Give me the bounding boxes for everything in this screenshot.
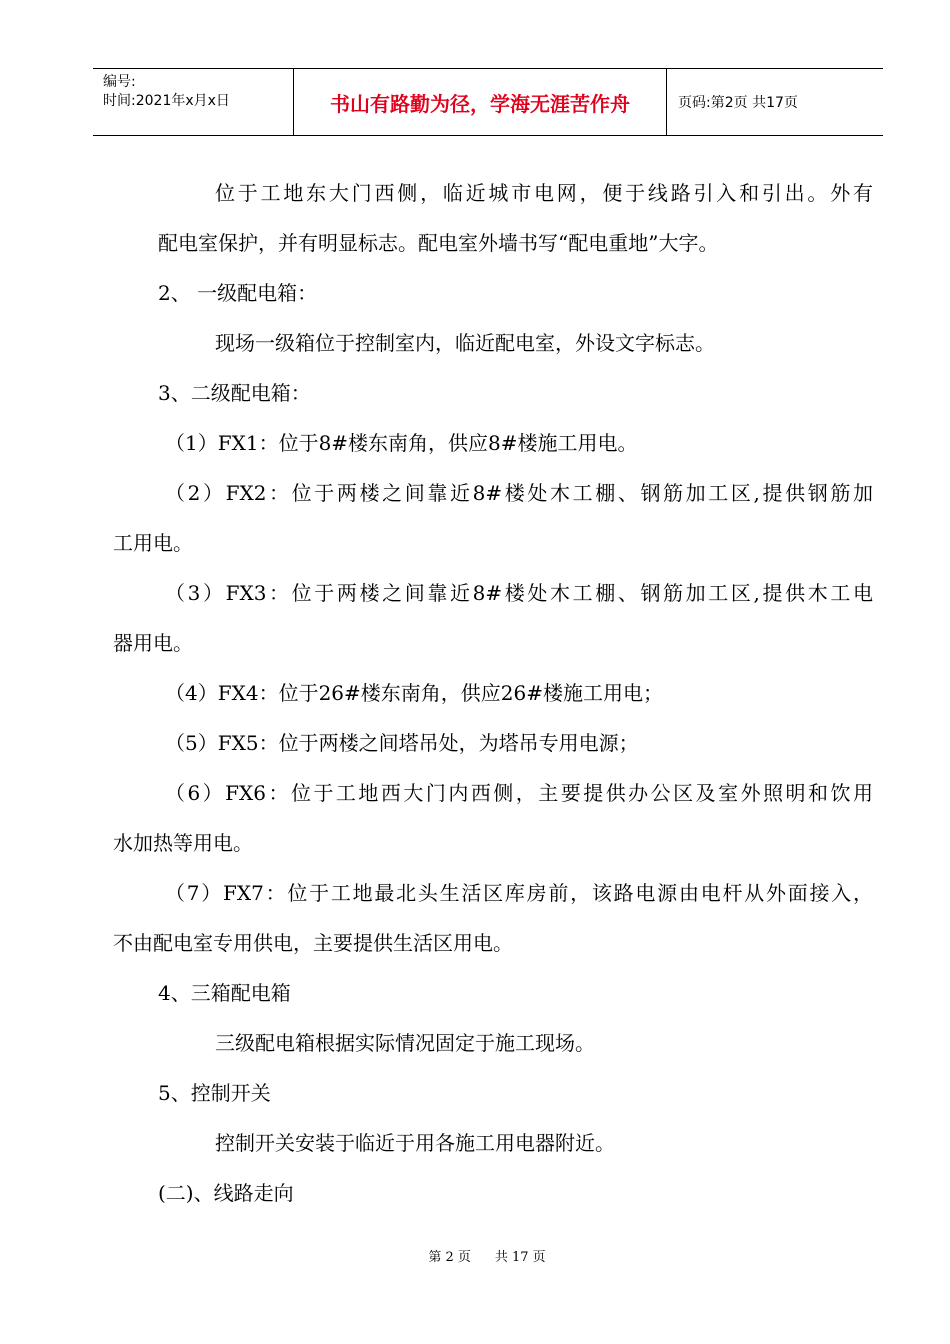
paragraph: （7）FX7：位于工地最北头生活区库房前，该路电源由电杆从外面接入， (165, 881, 873, 905)
paragraph: （1）FX1：位于8#楼东南角，供应8#楼施工用电。 (165, 431, 638, 455)
paragraph: 现场一级箱位于控制室内，临近配电室，外设文字标志。 (215, 331, 715, 355)
paragraph: 4、三箱配电箱 (158, 981, 291, 1005)
header-page-number: 页码:第2页 共17页 (678, 95, 798, 111)
paragraph: 不由配电室专用供电，主要提供生活区用电。 (113, 931, 513, 955)
paragraph: 水加热等用电。 (113, 831, 253, 855)
document-time: 时间:2021年x月x日 (103, 93, 230, 109)
paragraph: （2）FX2：位于两楼之间靠近8#楼处木工棚、钢筋加工区,提供钢筋加 (165, 481, 873, 505)
paragraph: 器用电。 (113, 631, 193, 655)
document-number: 编号: (103, 74, 136, 90)
paragraph: 控制开关安装于临近于用各施工用电器附近。 (215, 1131, 615, 1155)
paragraph: 工用电。 (113, 531, 193, 555)
page-header (93, 68, 883, 136)
paragraph: （6）FX6：位于工地西大门内西侧，主要提供办公区及室外照明和饮用 (165, 781, 873, 805)
footer-page: 第 2 页 (428, 1250, 471, 1265)
page-footer (0, 1246, 950, 1265)
paragraph: （5）FX5：位于两楼之间塔吊处，为塔吊专用电源； (165, 731, 639, 755)
header-divider (666, 69, 667, 135)
paragraph: 三级配电箱根据实际情况固定于施工现场。 (215, 1031, 595, 1055)
paragraph: 2、 一级配电箱： (158, 281, 318, 305)
header-meta (103, 73, 230, 111)
paragraph: （3）FX3：位于两楼之间靠近8#楼处木工棚、钢筋加工区,提供木工电 (165, 581, 873, 605)
paragraph: 5、控制开关 (158, 1081, 271, 1105)
paragraph: 配电室保护，并有明显标志。配电室外墙书写“配电重地”大字。 (158, 231, 719, 255)
paragraph: (二)、线路走向 (158, 1181, 294, 1205)
paragraph: （4）FX4：位于26#楼东南角，供应26#楼施工用电； (165, 681, 663, 705)
paragraph: 3、二级配电箱： (158, 381, 311, 405)
footer-total: 共 17 页 (494, 1250, 546, 1265)
document-body (113, 168, 873, 1218)
paragraph: 位于工地东大门西侧，临近城市电网，便于线路引入和引出。外有 (215, 181, 873, 205)
header-motto: 书山有路勤为径，学海无涯苦作舟 (330, 91, 630, 116)
